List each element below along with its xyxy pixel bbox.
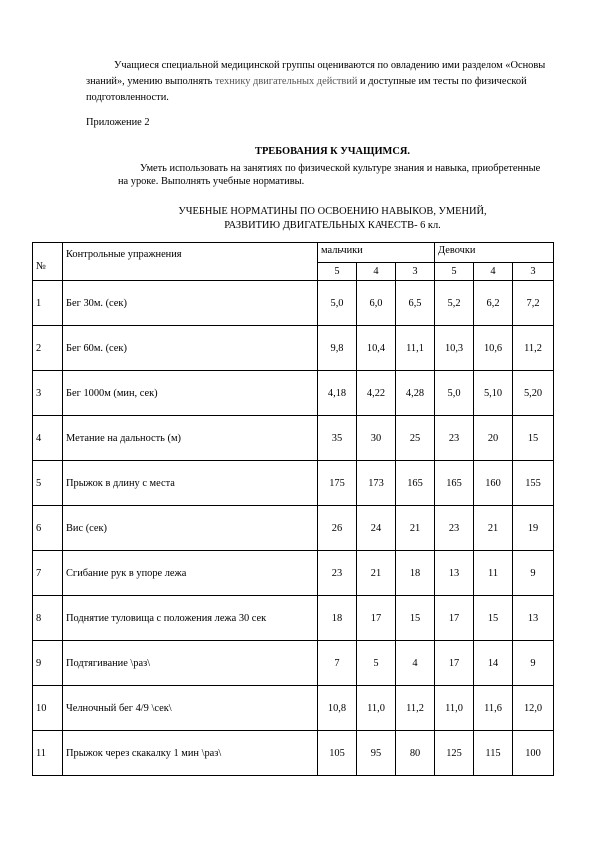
row-number: 10 [33, 686, 63, 731]
norm-value: 17 [435, 596, 474, 641]
norm-value: 14 [474, 641, 513, 686]
table-row [33, 371, 554, 416]
norm-value: 5,0 [435, 371, 474, 416]
norm-value: 11,6 [474, 686, 513, 731]
exercise-name: Метание на дальность (м) [63, 416, 318, 461]
table-row [33, 281, 554, 326]
norms-title-line2: РАЗВИТИЮ ДВИГАТЕЛЬНЫХ КАЧЕСТВ- 6 кл. [224, 220, 441, 231]
norm-value: 11,2 [396, 686, 435, 731]
table-row [33, 731, 554, 776]
norm-value: 10,6 [474, 326, 513, 371]
norm-value: 175 [318, 461, 357, 506]
grade-cell: 5 [318, 263, 357, 281]
norm-value: 10,3 [435, 326, 474, 371]
norm-value: 5,20 [513, 371, 554, 416]
norm-value: 105 [318, 731, 357, 776]
norm-value: 95 [357, 731, 396, 776]
norm-value: 80 [396, 731, 435, 776]
norm-value: 17 [357, 596, 396, 641]
norm-value: 165 [435, 461, 474, 506]
norm-value: 13 [513, 596, 554, 641]
exercise-name: Челночный бег 4/9 \сек\ [63, 686, 318, 731]
header-number: № [33, 243, 63, 281]
grade-cell: 4 [474, 263, 513, 281]
norm-value: 15 [513, 416, 554, 461]
header-boys: мальчики [318, 243, 435, 263]
norm-value: 173 [357, 461, 396, 506]
norm-value: 115 [474, 731, 513, 776]
norms-table [32, 242, 554, 776]
row-number: 6 [33, 506, 63, 551]
norm-value: 11 [474, 551, 513, 596]
exercise-name: Прыжок через скакалку 1 мин \раз\ [63, 731, 318, 776]
norm-value: 35 [318, 416, 357, 461]
norm-value: 15 [396, 596, 435, 641]
norm-value: 11,2 [513, 326, 554, 371]
row-number: 3 [33, 371, 63, 416]
norm-value: 21 [357, 551, 396, 596]
norm-value: 11,0 [435, 686, 474, 731]
norm-value: 11,0 [357, 686, 396, 731]
norm-value: 4,28 [396, 371, 435, 416]
norm-value: 21 [396, 506, 435, 551]
header-exercise: Контрольные упражнения [63, 243, 318, 281]
norm-value: 26 [318, 506, 357, 551]
table-row [33, 686, 554, 731]
table-header-row [33, 243, 554, 263]
norm-value: 5 [357, 641, 396, 686]
norm-value: 30 [357, 416, 396, 461]
norm-value: 18 [396, 551, 435, 596]
appendix-label: Приложение 2 [86, 117, 150, 128]
norm-value: 6,5 [396, 281, 435, 326]
norm-value: 5,2 [435, 281, 474, 326]
grade-cell: 3 [396, 263, 435, 281]
norms-title [0, 205, 595, 233]
table-row [33, 506, 554, 551]
norm-value: 5,10 [474, 371, 513, 416]
norm-value: 4,18 [318, 371, 357, 416]
norms-title-line1: УЧЕБНЫЕ НОРМАТИНЫ ПО ОСВОЕНИЮ НАВЫКОВ, УМЕНИЙ, [178, 206, 487, 217]
norm-value: 100 [513, 731, 554, 776]
intro-text-1: Учащиеся специальной медицинской группы оцениваются по овладению ими разделом «Основы знаний», умению выполнять [86, 60, 546, 87]
norm-value: 20 [474, 416, 513, 461]
norm-value: 25 [396, 416, 435, 461]
norm-value: 19 [513, 506, 554, 551]
row-number: 9 [33, 641, 63, 686]
norm-value: 11,1 [396, 326, 435, 371]
norm-value: 17 [435, 641, 474, 686]
norm-value: 10,4 [357, 326, 396, 371]
norm-value: 23 [435, 506, 474, 551]
norm-value: 5,0 [318, 281, 357, 326]
norm-value: 18 [318, 596, 357, 641]
norm-value: 9 [513, 551, 554, 596]
exercise-name: Прыжок в длину с места [63, 461, 318, 506]
norm-value: 24 [357, 506, 396, 551]
exercise-name: Вис (сек) [63, 506, 318, 551]
norm-value: 7,2 [513, 281, 554, 326]
exercise-name: Бег 30м. (сек) [63, 281, 318, 326]
norm-value: 23 [318, 551, 357, 596]
exercise-name: Бег 60м. (сек) [63, 326, 318, 371]
row-number: 1 [33, 281, 63, 326]
exercise-name: Сгибание рук в упоре лежа [63, 551, 318, 596]
row-number: 2 [33, 326, 63, 371]
row-number: 5 [33, 461, 63, 506]
grade-cell: 3 [513, 263, 554, 281]
norm-value: 13 [435, 551, 474, 596]
table-row [33, 326, 554, 371]
row-number: 4 [33, 416, 63, 461]
intro-paragraph [86, 58, 556, 106]
requirements-title: ТРЕБОВАНИЯ К УЧАЩИМСЯ. [255, 146, 410, 157]
norm-value: 9,8 [318, 326, 357, 371]
requirements-text [118, 162, 548, 188]
intro-text-2: и доступные им тесты по физической подготовленности. [86, 76, 527, 103]
header-girls: Девочки [435, 243, 554, 263]
norm-value: 125 [435, 731, 474, 776]
table-row [33, 596, 554, 641]
norm-value: 4,22 [357, 371, 396, 416]
norm-value: 160 [474, 461, 513, 506]
table-row [33, 461, 554, 506]
norm-value: 7 [318, 641, 357, 686]
norm-value: 165 [396, 461, 435, 506]
exercise-name: Поднятие туловища с положения лежа 30 сек [63, 596, 318, 641]
table-row [33, 416, 554, 461]
requirements-paragraph: Уметь использовать на занятиях по физической культуре знания и навыка, приобретенные на уроке. Выполнять учебные нормативы. [118, 163, 541, 187]
intro-text-highlight: технику двигательных действий [215, 76, 358, 87]
norm-value: 23 [435, 416, 474, 461]
row-number: 11 [33, 731, 63, 776]
norm-value: 4 [396, 641, 435, 686]
grade-cell: 4 [357, 263, 396, 281]
norm-value: 12,0 [513, 686, 554, 731]
norm-value: 21 [474, 506, 513, 551]
norm-value: 15 [474, 596, 513, 641]
row-number: 7 [33, 551, 63, 596]
exercise-name: Бег 1000м (мин, сек) [63, 371, 318, 416]
grade-cell: 5 [435, 263, 474, 281]
table-row [33, 551, 554, 596]
norm-value: 10,8 [318, 686, 357, 731]
exercise-name: Подтягивание \раз\ [63, 641, 318, 686]
norm-value: 6,0 [357, 281, 396, 326]
norm-value: 6,2 [474, 281, 513, 326]
norm-value: 155 [513, 461, 554, 506]
row-number: 8 [33, 596, 63, 641]
table-row [33, 641, 554, 686]
norm-value: 9 [513, 641, 554, 686]
